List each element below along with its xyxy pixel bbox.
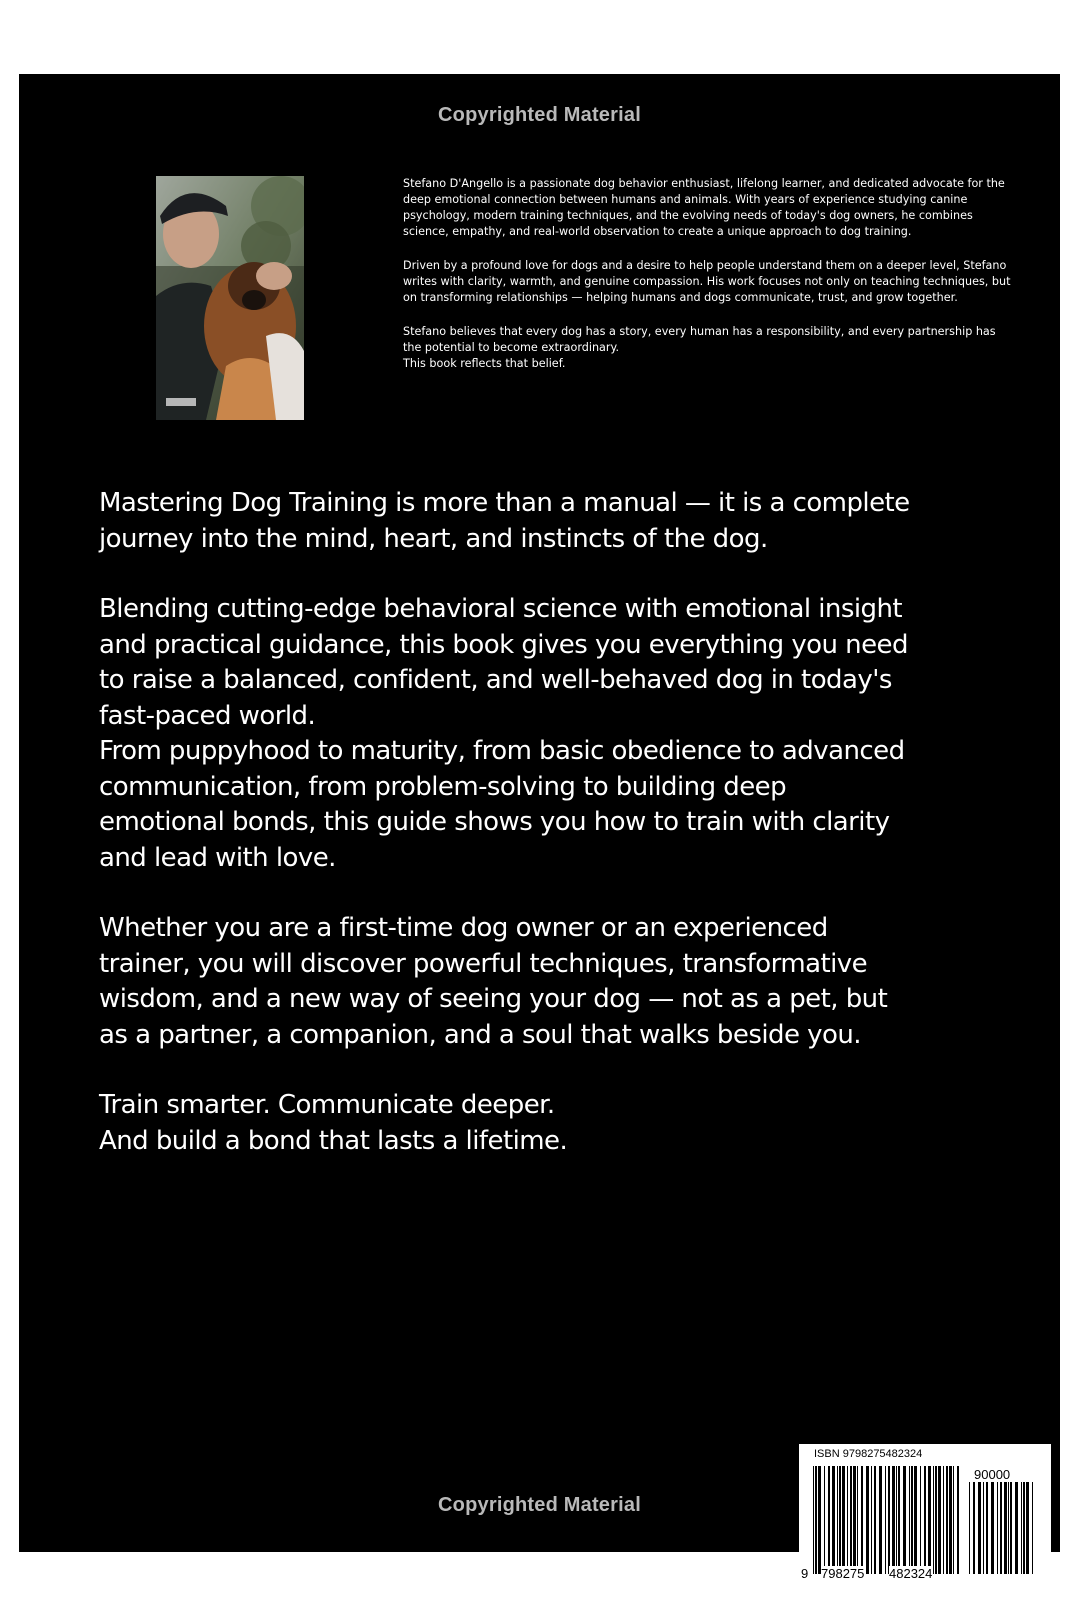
- blurb-line: and practical guidance, this book gives you everything you need: [99, 629, 908, 660]
- blurb-line: From puppyhood to maturity, from basic obedience to advanced: [99, 736, 905, 766]
- blurb-line: to raise a balanced, confident, and well-behaved dog in today's: [99, 665, 892, 695]
- blurb-paragraph-blending: [99, 592, 999, 876]
- barcode-addon-bars: [967, 1482, 1037, 1574]
- blurb-paragraph-intro: [99, 486, 999, 557]
- blurb-line: as a partner, a companion, and a soul that walks beside you.: [99, 1019, 861, 1050]
- bio-belief-text: Stefano believes that every dog has a story, every human has a responsibility, and every partnership has the potential to become extraordinary.: [403, 325, 996, 354]
- bio-paragraph: Driven by a profound love for dogs and a desire to help people understand them on a deeper level, Stefano writes with clarity, warmth, and genuine compassion. His work focuses not only on teaching techniques, but on transforming relationships — helping humans and dogs communicate, trust, and grow together.: [403, 259, 1011, 304]
- blurb-line: and lead with love.: [99, 842, 336, 873]
- blurb-line: Blending cutting-edge behavioral science with emotional insight: [99, 594, 903, 624]
- copyright-watermark-bottom: Copyrighted Material: [438, 1494, 641, 1516]
- isbn-barcode: [799, 1444, 1051, 1592]
- blurb-line: emotional bonds, this guide shows you how to train with clarity: [99, 807, 890, 837]
- blurb-line: Whether you are a first-time dog owner or an experienced: [99, 913, 828, 943]
- blurb-line: trainer, you will discover powerful techniques, transformative: [99, 948, 868, 979]
- barcode-digit-group-2: 482324: [889, 1566, 933, 1581]
- blurb-line: fast-paced world.: [99, 700, 316, 731]
- author-photo: [156, 176, 304, 420]
- blurb-paragraph-whether: [99, 911, 999, 1053]
- blurb-line: Train smarter. Communicate deeper.: [99, 1090, 555, 1120]
- bio-paragraph: Stefano D'Angello is a passionate dog behavior enthusiast, lifelong learner, and dedicated advocate for the deep emotional connection between humans and animals. With years of experience studying canine psychology, modern training techniques, and the evolving needs of today's dog owners, he combines science, empathy, and real-world observation to create a unique approach to dog training.: [403, 177, 1005, 238]
- book-blurb: [99, 486, 999, 1159]
- isbn-label: ISBN 9798275482324: [814, 1448, 923, 1460]
- book-back-cover: [19, 74, 1060, 1581]
- blurb-line: communication, from problem-solving to building deep: [99, 771, 787, 802]
- price-code: 90000: [974, 1467, 1011, 1482]
- blurb-line: Mastering Dog Training is more than a manual — it is a complete: [99, 488, 910, 518]
- bio-belief-line: This book reflects that belief.: [403, 357, 566, 370]
- barcode-bars: [811, 1466, 961, 1574]
- copyright-watermark-top: Copyrighted Material: [438, 104, 641, 126]
- blurb-line: wisdom, and a new way of seeing your dog — not as a pet, but: [99, 984, 888, 1014]
- author-bio: [403, 176, 1015, 372]
- blurb-line: And build a bond that lasts a lifetime.: [99, 1125, 568, 1156]
- barcode-digit-first: 9: [801, 1566, 809, 1581]
- bio-paragraph: [403, 324, 1015, 372]
- barcode-digit-group-1: 798275: [821, 1566, 865, 1581]
- blurb-line: journey into the mind, heart, and instincts of the dog.: [99, 523, 768, 554]
- blurb-paragraph-closing: [99, 1088, 999, 1159]
